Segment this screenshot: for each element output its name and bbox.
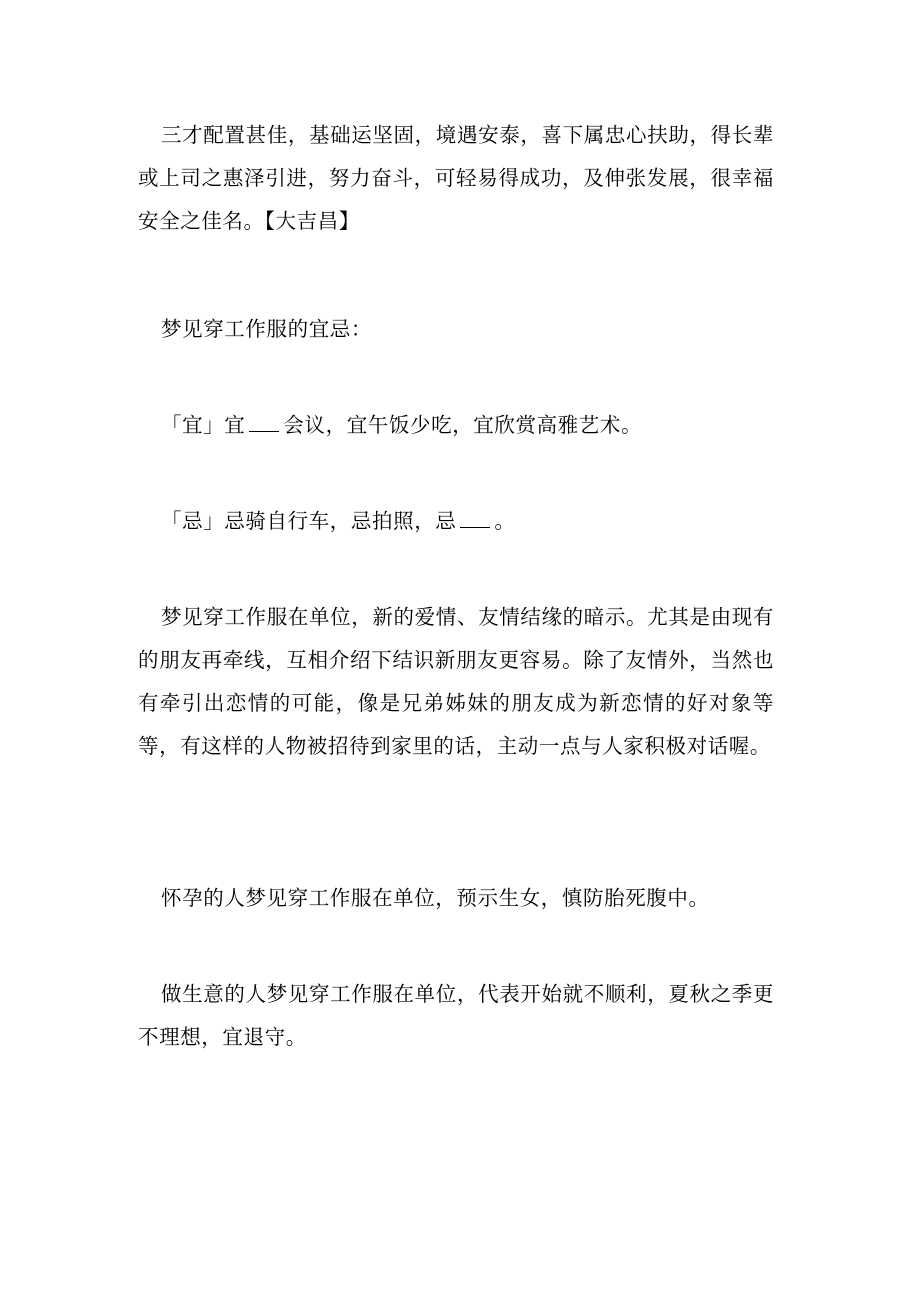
paragraph-business: 做生意的人梦见穿工作服在单位，代表开始就不顺利，夏秋之季更不理想，宜退守。: [138, 982, 774, 1049]
blank-underline: [460, 509, 490, 528]
paragraph-do: [138, 404, 774, 447]
dont-text-after: 。: [494, 509, 516, 533]
do-text-after: 会议，宜午饭少吃，宜欣赏高雅艺术。: [283, 413, 643, 437]
paragraph-pregnant: 怀孕的人梦见穿工作服在单位，预示生女，慎防胎死腹中。: [161, 886, 710, 910]
paragraph-dont: [138, 500, 774, 543]
dont-text-before: 「忌」忌骑自行车，忌拍照，忌: [161, 509, 457, 533]
do-text-before: 「宜」宜: [161, 413, 246, 437]
paragraph-love-friendship: 梦见穿工作服在单位，新的爱情、友情结缘的暗示。尤其是由现有的朋友再牵线，互相介绍下结识新朋友更容易。除了友情外，当然也有牵引出恋情的可能，像是兄弟姊妹的朋友成为新恋情的好对象等等，有这样的人物被招待到家里的话，主动一点与人家积极对话喔。: [138, 605, 774, 758]
paragraph-name-fortune: 三才配置甚佳，基础运坚固，境遇安泰，喜下属忠心扶助，得长辈或上司之惠泽引进，努力奋斗，可轻易得成功，及伸张发展，很幸福安全之佳名。【大吉昌】: [138, 123, 774, 233]
blank-underline: [249, 413, 279, 432]
paragraph-heading-dos-donts: 梦见穿工作服的宜忌：: [161, 317, 372, 341]
